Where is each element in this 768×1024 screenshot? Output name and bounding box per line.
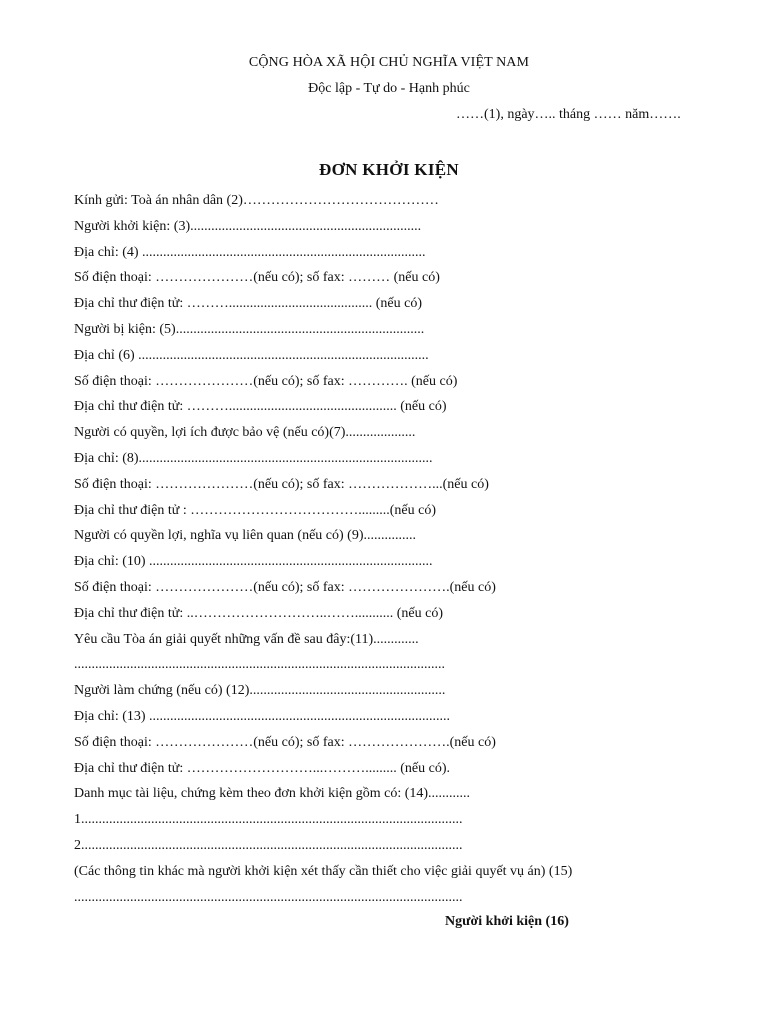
place-date-line: ……(1), ngày….. tháng …… năm……. <box>456 107 681 122</box>
form-body <box>74 190 694 912</box>
nation-heading: CỘNG HÒA XÃ HỘI CHỦ NGHĨA VIỆT NAM <box>248 55 530 70</box>
related-party-phone-line: Số điện thoại: …………………(nếu có); số fax: ………………….(nếu có) <box>74 579 496 595</box>
defendant-phone-line: Số điện thoại: …………………(nếu có); số fax: …………. (nếu có) <box>74 373 458 389</box>
defendant-email-line: Địa chỉ thư điện tử: ………................................................ (nếu có) <box>74 399 447 415</box>
related-party-email-line: Địa chỉ thư điện tử: ..………………………..……........... (nếu có) <box>74 605 444 621</box>
other-info-line: (Các thông tin khác mà người khởi kiện xét thấy cần thiết cho việc giải quyết vụ án) (15) <box>74 863 573 879</box>
plaintiff-address-line: Địa chỉ: (4) ................................................................................. <box>74 244 426 260</box>
related-party-address-line: Địa chỉ: (10) ................................................................................. <box>74 554 433 570</box>
witness-email-line: Địa chỉ thư điện tử: ………………………...………......... (nếu có). <box>74 760 451 776</box>
related-party-line: Người có quyền lợi, nghĩa vụ liên quan (nếu có) (9)............... <box>74 528 416 544</box>
plaintiff-name-line: Người khởi kiện: (3).................................................................. <box>74 218 422 234</box>
attachment-item-2: 2............................................................................................................. <box>74 837 463 853</box>
defendant-name-line: Người bị kiện: (5)....................................................................... <box>74 321 425 337</box>
other-info-blank-line: ............................................................................................................... <box>74 889 463 905</box>
witness-address-line: Địa chỉ: (13) ...................................................................................... <box>74 708 451 724</box>
plaintiff-phone-line: Số điện thoại: …………………(nếu có); số fax: ……… (nếu có) <box>74 270 440 286</box>
protected-party-line: Người có quyền, lợi ích được bảo vệ (nếu có)(7).................... <box>74 425 416 441</box>
plaintiff-email-line: Địa chỉ thư điện tử: ………......................................... (nếu có) <box>74 296 423 312</box>
witness-phone-line: Số điện thoại: …………………(nếu có); số fax: ………………….(nếu có) <box>74 734 496 750</box>
plaintiff-signature-label: Người khởi kiện (16) <box>445 914 569 929</box>
attachment-item-1: 1............................................................................................................. <box>74 812 463 828</box>
protected-party-email-line: Địa chỉ thư điện tử : ……………………………….........(nếu có) <box>74 502 437 518</box>
claims-request-line: Yêu cầu Tòa án giải quyết những vấn đề sau đây:(11)............. <box>74 631 419 647</box>
protected-party-phone-line: Số điện thoại: …………………(nếu có); số fax: ………………...(nếu có) <box>74 476 489 492</box>
claims-blank-line: .......................................................................................................... <box>74 657 445 673</box>
attachments-heading-line: Danh mục tài liệu, chứng kèm theo đơn khởi kiện gồm có: (14)............ <box>74 786 471 802</box>
witness-name-line: Người làm chứng (nếu có) (12)........................................................ <box>74 683 446 699</box>
motto-heading: Độc lập - Tự do - Hạnh phúc <box>308 81 470 96</box>
defendant-address-line: Địa chỉ (6) ................................................................................... <box>74 347 429 363</box>
document-title: ĐƠN KHỞI KIỆN <box>319 160 459 179</box>
protected-party-address-line: Địa chỉ: (8).................................................................................... <box>74 450 433 466</box>
recipient-court-line: Kính gửi: Toà án nhân dân (2)…………………………………… <box>74 193 439 208</box>
